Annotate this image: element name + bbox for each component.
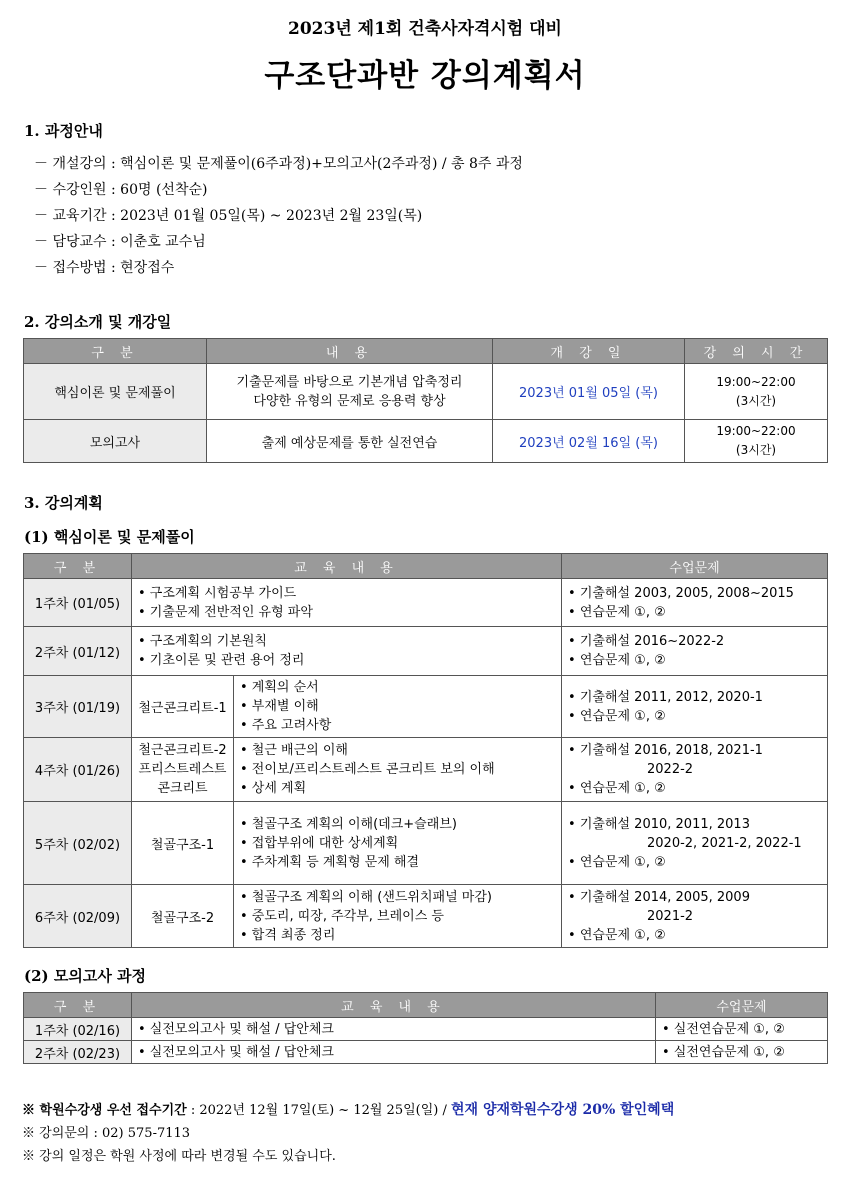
category-cell: 핵심이론 및 문제풀이: [24, 364, 207, 420]
table-row: [24, 1041, 828, 1064]
category-cell: 모의고사: [24, 420, 207, 463]
table-header-row: [24, 339, 828, 364]
content-line: • 철근 배근의 이해: [240, 743, 348, 758]
topic-cell: 철골구조-2: [132, 885, 234, 948]
content-cell: [234, 802, 562, 885]
week-cell: 6주차 (02/09): [24, 885, 132, 948]
core-theory-table: [23, 553, 828, 948]
content-line: • 주요 고려사항: [240, 718, 332, 733]
content-cell: [234, 676, 562, 738]
column-header: 교 육 내 용: [132, 554, 562, 579]
problem-line: 2020-2, 2021-2, 2022-1: [647, 835, 802, 851]
section3-heading: 3. 강의계획: [24, 494, 103, 512]
problem-line: • 기출해설 2014, 2005, 2009: [568, 889, 750, 905]
table-row: [24, 420, 828, 463]
content-line: • 부재별 이해: [240, 699, 319, 714]
discount-highlight: 현재 양재학원수강생 20% 할인혜택: [451, 1102, 675, 1118]
lecture-time-cell: [685, 364, 828, 420]
content-cell: [132, 627, 562, 676]
content-line: • 구조계획 시험공부 가이드: [138, 585, 297, 601]
problems-cell: [562, 802, 828, 885]
column-header: 내 용: [207, 339, 493, 364]
week-cell: 5주차 (02/02): [24, 802, 132, 885]
problem-line: • 연습문제 ①, ②: [568, 604, 666, 620]
column-header: 교 육 내 용: [132, 993, 656, 1018]
column-header: 구 분: [24, 339, 207, 364]
week-cell: 3주차 (01/19): [24, 676, 132, 738]
content-line: • 중도리, 띠장, 주각부, 브레이스 등: [240, 908, 444, 924]
content-line: • 합격 최종 정리: [240, 927, 336, 943]
priority-period: : 2022년 12월 17일(토) ~ 12월 25일(일) /: [186, 1103, 452, 1118]
table-row: [24, 579, 828, 627]
table-row: [24, 676, 828, 738]
intro-table: [23, 338, 828, 463]
content-cell: • 실전모의고사 및 해설 / 답안체크: [132, 1018, 656, 1041]
problem-line: • 기출해설 2011, 2012, 2020-1: [568, 689, 763, 705]
problem-line: • 기출해설 2016, 2018, 2021-1: [568, 743, 763, 758]
problem-line: • 기출해설 2003, 2005, 2008~2015: [568, 585, 794, 601]
table-row: [24, 738, 828, 802]
time-line: (3시간): [735, 393, 777, 408]
section1-heading: 1. 과정안내: [24, 122, 103, 140]
content-line: 기출문제를 바탕으로 기본개념 압축정리: [236, 374, 463, 390]
content-line: • 전이보/프리스트레스트 콘크리트 보의 이해: [240, 762, 495, 777]
week-cell: 2주차 (02/23): [24, 1041, 132, 1064]
content-cell: [207, 364, 493, 420]
schedule-change-note: ※ 강의 일정은 학원 사정에 따라 변경될 수도 있습니다.: [22, 1149, 336, 1164]
table-row: [24, 885, 828, 948]
content-cell: • 실전모의고사 및 해설 / 답안체크: [132, 1041, 656, 1064]
problem-line: • 연습문제 ①, ②: [568, 708, 666, 724]
week-cell: 2주차 (01/12): [24, 627, 132, 676]
footer-notes: [22, 1099, 674, 1168]
content-line: • 상세 계획: [240, 781, 307, 796]
column-header: 구 분: [24, 554, 132, 579]
mock-exam-table: [23, 992, 828, 1064]
info-item: － 교육기간 : 2023년 01월 05일(목) ~ 2023년 2월 23일(목): [34, 208, 423, 224]
problem-line: • 기출해설 2016~2022-2: [568, 634, 725, 649]
problems-cell: • 실전연습문제 ①, ②: [656, 1018, 828, 1041]
content-line: 다양한 유형의 문제로 응용력 향상: [253, 393, 446, 409]
content-line: • 기초이론 및 관련 용어 정리: [138, 653, 305, 668]
topic-cell: 철근콘크리트-2 프리스트레스트 콘크리트: [132, 738, 234, 802]
document-title: 구조단과반 강의계획서: [264, 58, 586, 94]
priority-registration-note: [22, 1099, 674, 1122]
table-row: [24, 627, 828, 676]
start-date-cell: 2023년 02월 16일 (목): [493, 420, 685, 463]
content-cell: 출제 예상문제를 통한 실전연습: [207, 420, 493, 463]
column-header: 수업문제: [656, 993, 828, 1018]
week-cell: 1주차 (02/16): [24, 1018, 132, 1041]
info-item: － 접수방법 : 현장접수: [34, 260, 175, 276]
content-line: • 계획의 순서: [240, 680, 319, 695]
inquiry-note: ※ 강의문의 : 02) 575-7113: [22, 1126, 191, 1141]
table-header-row: [24, 554, 828, 579]
info-item: － 담당교수 : 이춘호 교수님: [34, 234, 206, 250]
content-line: • 접합부위에 대한 상세계획: [240, 835, 399, 851]
column-header: 수업문제: [562, 554, 828, 579]
problem-line: • 연습문제 ①, ②: [568, 927, 666, 943]
problems-cell: [562, 627, 828, 676]
problem-line: 2022-2: [647, 762, 694, 777]
week-cell: 4주차 (01/26): [24, 738, 132, 802]
time-line: 19:00~22:00: [716, 424, 796, 438]
topic-cell: 철근콘크리트-1: [132, 676, 234, 738]
time-line: (3시간): [735, 443, 777, 457]
content-line: • 구조계획의 기본원칙: [138, 634, 267, 649]
table-row: [24, 802, 828, 885]
priority-label: ※ 학원수강생 우선 접수기간: [22, 1103, 187, 1118]
problem-line: 2021-2: [647, 908, 694, 924]
problems-cell: [562, 676, 828, 738]
problems-cell: [562, 738, 828, 802]
info-item: － 개설강의 : 핵심이론 및 문제풀이(6주과정)+모의고사(2주과정) / 총 8주 과정: [34, 156, 523, 172]
content-line: • 철골구조 계획의 이해 (샌드위치패널 마감): [240, 889, 492, 905]
column-header: 강 의 시 간: [685, 339, 828, 364]
content-cell: [234, 738, 562, 802]
content-line: • 철골구조 계획의 이해(데크+슬래브): [240, 816, 457, 832]
table-row: [24, 1018, 828, 1041]
problem-line: • 연습문제 ①, ②: [568, 781, 666, 796]
column-header: 구 분: [24, 993, 132, 1018]
table-header-row: [24, 993, 828, 1018]
problem-line: • 연습문제 ①, ②: [568, 653, 666, 668]
course-info-list: [34, 151, 523, 281]
section2-heading: 2. 강의소개 및 개강일: [24, 313, 172, 331]
problem-line: • 연습문제 ①, ②: [568, 854, 666, 870]
content-cell: [234, 885, 562, 948]
subsection1-heading: (1) 핵심이론 및 문제풀이: [24, 528, 195, 546]
topic-cell: 철골구조-1: [132, 802, 234, 885]
problem-line: • 기출해설 2010, 2011, 2013: [568, 816, 750, 832]
content-cell: [132, 579, 562, 627]
content-line: • 기출문제 전반적인 유형 파악: [138, 604, 313, 620]
problems-cell: [562, 885, 828, 948]
start-date-cell: 2023년 01월 05일 (목): [493, 364, 685, 420]
table-row: [24, 364, 828, 420]
info-item: － 수강인원 : 60명 (선착순): [34, 182, 208, 198]
document-subtitle: 2023년 제1회 건축사자격시험 대비: [288, 19, 562, 39]
lecture-time-cell: [685, 420, 828, 463]
week-cell: 1주차 (01/05): [24, 579, 132, 627]
problems-cell: [562, 579, 828, 627]
problems-cell: • 실전연습문제 ①, ②: [656, 1041, 828, 1064]
time-line: 19:00~22:00: [716, 374, 796, 389]
content-line: • 주차계획 등 계획형 문제 해결: [240, 854, 420, 870]
subsection2-heading: (2) 모의고사 과정: [24, 967, 147, 985]
column-header: 개 강 일: [493, 339, 685, 364]
